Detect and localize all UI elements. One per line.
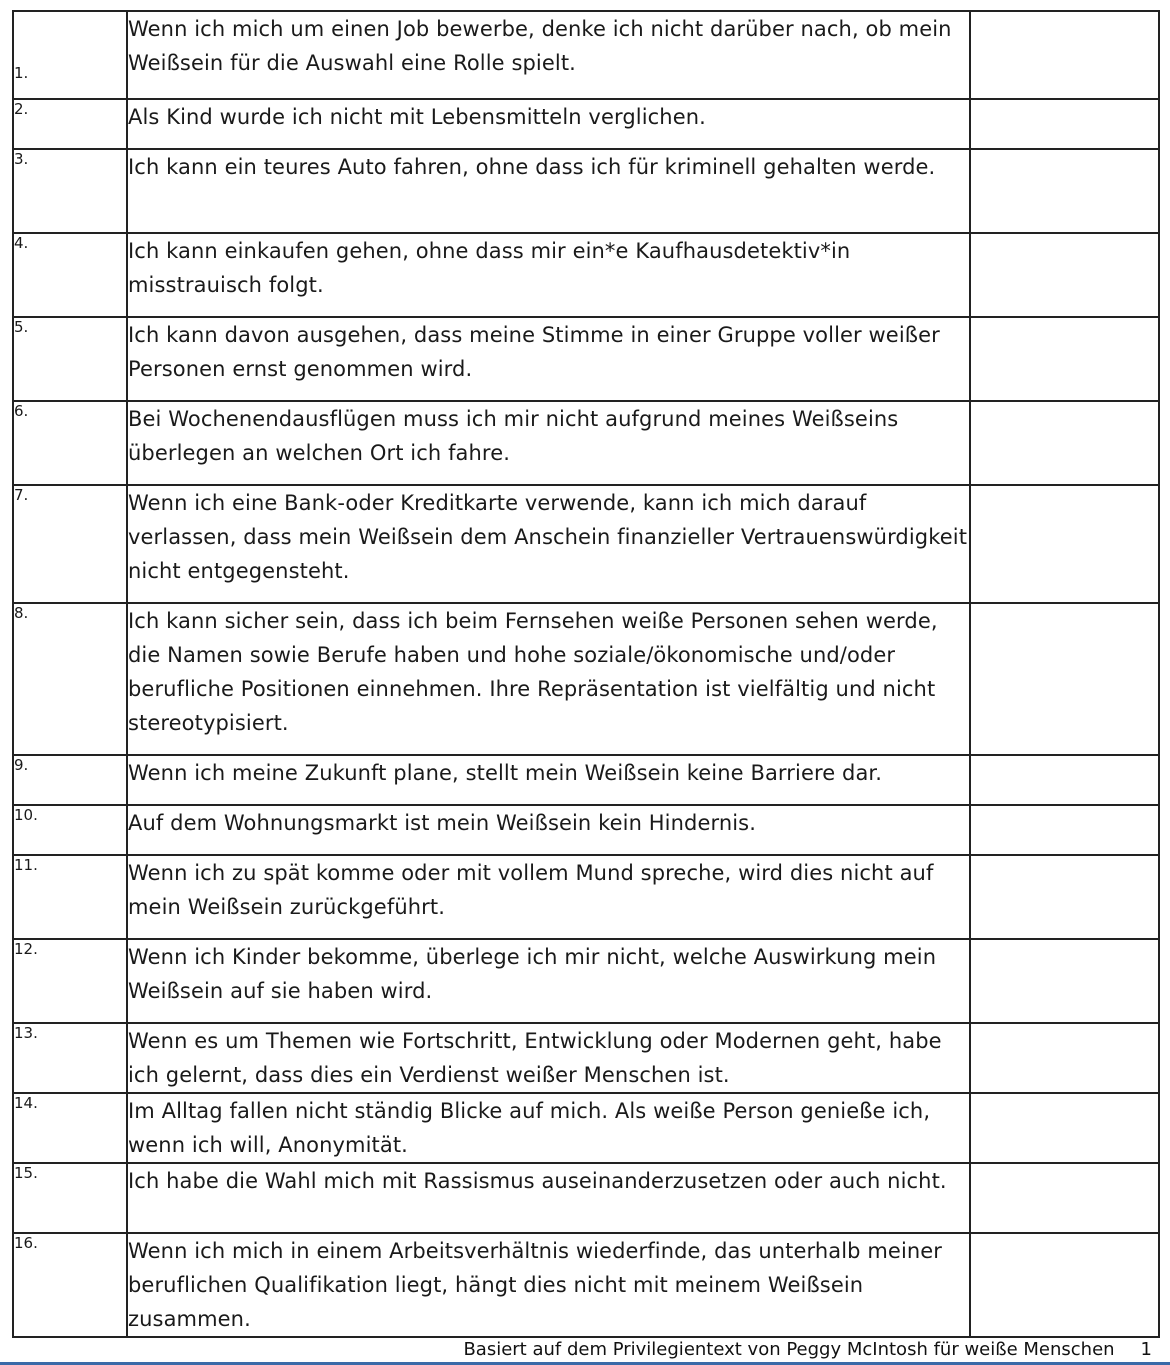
- item-number: 5.: [13, 317, 127, 401]
- footer-source: Basiert auf dem Privilegientext von Peggy McIntosh für weiße Menschen: [463, 1339, 1115, 1360]
- table-row: [13, 1023, 1159, 1093]
- table-row: [13, 149, 1159, 233]
- item-statement: Wenn ich mich in einem Arbeitsverhältnis wiederfinde, das unterhalb meiner beruflichen Qualifikation liegt, hängt dies nicht mit meinem Weißsein zusammen.: [127, 1233, 970, 1337]
- answer-cell[interactable]: [970, 603, 1159, 755]
- item-statement: Wenn ich mich um einen Job bewerbe, denke ich nicht darüber nach, ob mein Weißsein für die Auswahl eine Rolle spielt.: [127, 11, 970, 99]
- item-number: 16.: [13, 1233, 127, 1337]
- item-number: 4.: [13, 233, 127, 317]
- answer-cell[interactable]: [970, 99, 1159, 149]
- item-number: 9.: [13, 755, 127, 805]
- table-row: [13, 1093, 1159, 1163]
- table-row: [13, 317, 1159, 401]
- table-row: [13, 1163, 1159, 1233]
- table-row: [13, 485, 1159, 603]
- item-statement: Als Kind wurde ich nicht mit Lebensmitteln verglichen.: [127, 99, 970, 149]
- answer-cell[interactable]: [970, 401, 1159, 485]
- answer-cell[interactable]: [970, 939, 1159, 1023]
- item-number: 6.: [13, 401, 127, 485]
- answer-cell[interactable]: [970, 805, 1159, 855]
- item-statement: Ich kann sicher sein, dass ich beim Fernsehen weiße Personen sehen werde, die Namen sowie Berufe haben und hohe soziale/ökonomische und/oder berufliche Positionen einnehmen. Ihre Repräsentation ist vielfältig und nicht stereotypisiert.: [127, 603, 970, 755]
- item-number: 15.: [13, 1163, 127, 1233]
- answer-cell[interactable]: [970, 317, 1159, 401]
- table-row: [13, 939, 1159, 1023]
- answer-cell[interactable]: [970, 1163, 1159, 1233]
- page-number: 1: [1140, 1339, 1152, 1360]
- item-statement: Wenn ich eine Bank-oder Kreditkarte verwende, kann ich mich darauf verlassen, dass mein Weißsein dem Anschein finanzieller Vertrauenswürdigkeit nicht entgegensteht.: [127, 485, 970, 603]
- item-statement: Ich kann ein teures Auto fahren, ohne dass ich für kriminell gehalten werde.: [127, 149, 970, 233]
- table-row: [13, 603, 1159, 755]
- item-number: 10.: [13, 805, 127, 855]
- item-statement: Wenn ich zu spät komme oder mit vollem Mund spreche, wird dies nicht auf mein Weißsein zurückgeführt.: [127, 855, 970, 939]
- item-number: 3.: [13, 149, 127, 233]
- item-statement: Ich kann einkaufen gehen, ohne dass mir ein*e Kaufhausdetektiv*in misstrauisch folgt.: [127, 233, 970, 317]
- table-body: [13, 11, 1159, 1337]
- answer-cell[interactable]: [970, 1023, 1159, 1093]
- item-statement: Ich habe die Wahl mich mit Rassismus auseinanderzusetzen oder auch nicht.: [127, 1163, 970, 1233]
- answer-cell[interactable]: [970, 1233, 1159, 1337]
- answer-cell[interactable]: [970, 233, 1159, 317]
- item-statement: Auf dem Wohnungsmarkt ist mein Weißsein kein Hindernis.: [127, 805, 970, 855]
- item-number: 8.: [13, 603, 127, 755]
- item-statement: Ich kann davon ausgehen, dass meine Stimme in einer Gruppe voller weißer Personen ernst genommen wird.: [127, 317, 970, 401]
- answer-cell[interactable]: [970, 11, 1159, 99]
- item-statement: Wenn ich meine Zukunft plane, stellt mein Weißsein keine Barriere dar.: [127, 755, 970, 805]
- table-row: [13, 233, 1159, 317]
- document-sheet: [12, 10, 1158, 1338]
- table-row: [13, 755, 1159, 805]
- item-number: 14.: [13, 1093, 127, 1163]
- privilege-table: [12, 10, 1160, 1338]
- table-row: [13, 401, 1159, 485]
- item-number: 1.: [13, 11, 127, 99]
- table-row: [13, 11, 1159, 99]
- item-number: 7.: [13, 485, 127, 603]
- table-row: [13, 99, 1159, 149]
- page-footer: [0, 1339, 1152, 1360]
- table-row: [13, 855, 1159, 939]
- answer-cell[interactable]: [970, 485, 1159, 603]
- item-number: 12.: [13, 939, 127, 1023]
- table-row: [13, 805, 1159, 855]
- item-statement: Wenn es um Themen wie Fortschritt, Entwicklung oder Modernen geht, habe ich gelernt, dass dies ein Verdienst weißer Menschen ist.: [127, 1023, 970, 1093]
- answer-cell[interactable]: [970, 755, 1159, 805]
- item-statement: Bei Wochenendausflügen muss ich mir nicht aufgrund meines Weißseins überlegen an welchen Ort ich fahre.: [127, 401, 970, 485]
- answer-cell[interactable]: [970, 855, 1159, 939]
- item-number: 13.: [13, 1023, 127, 1093]
- answer-cell[interactable]: [970, 149, 1159, 233]
- answer-cell[interactable]: [970, 1093, 1159, 1163]
- item-statement: Wenn ich Kinder bekomme, überlege ich mir nicht, welche Auswirkung mein Weißsein auf sie haben wird.: [127, 939, 970, 1023]
- item-statement: Im Alltag fallen nicht ständig Blicke auf mich. Als weiße Person genieße ich, wenn ich will, Anonymität.: [127, 1093, 970, 1163]
- item-number: 11.: [13, 855, 127, 939]
- table-row: [13, 1233, 1159, 1337]
- item-number: 2.: [13, 99, 127, 149]
